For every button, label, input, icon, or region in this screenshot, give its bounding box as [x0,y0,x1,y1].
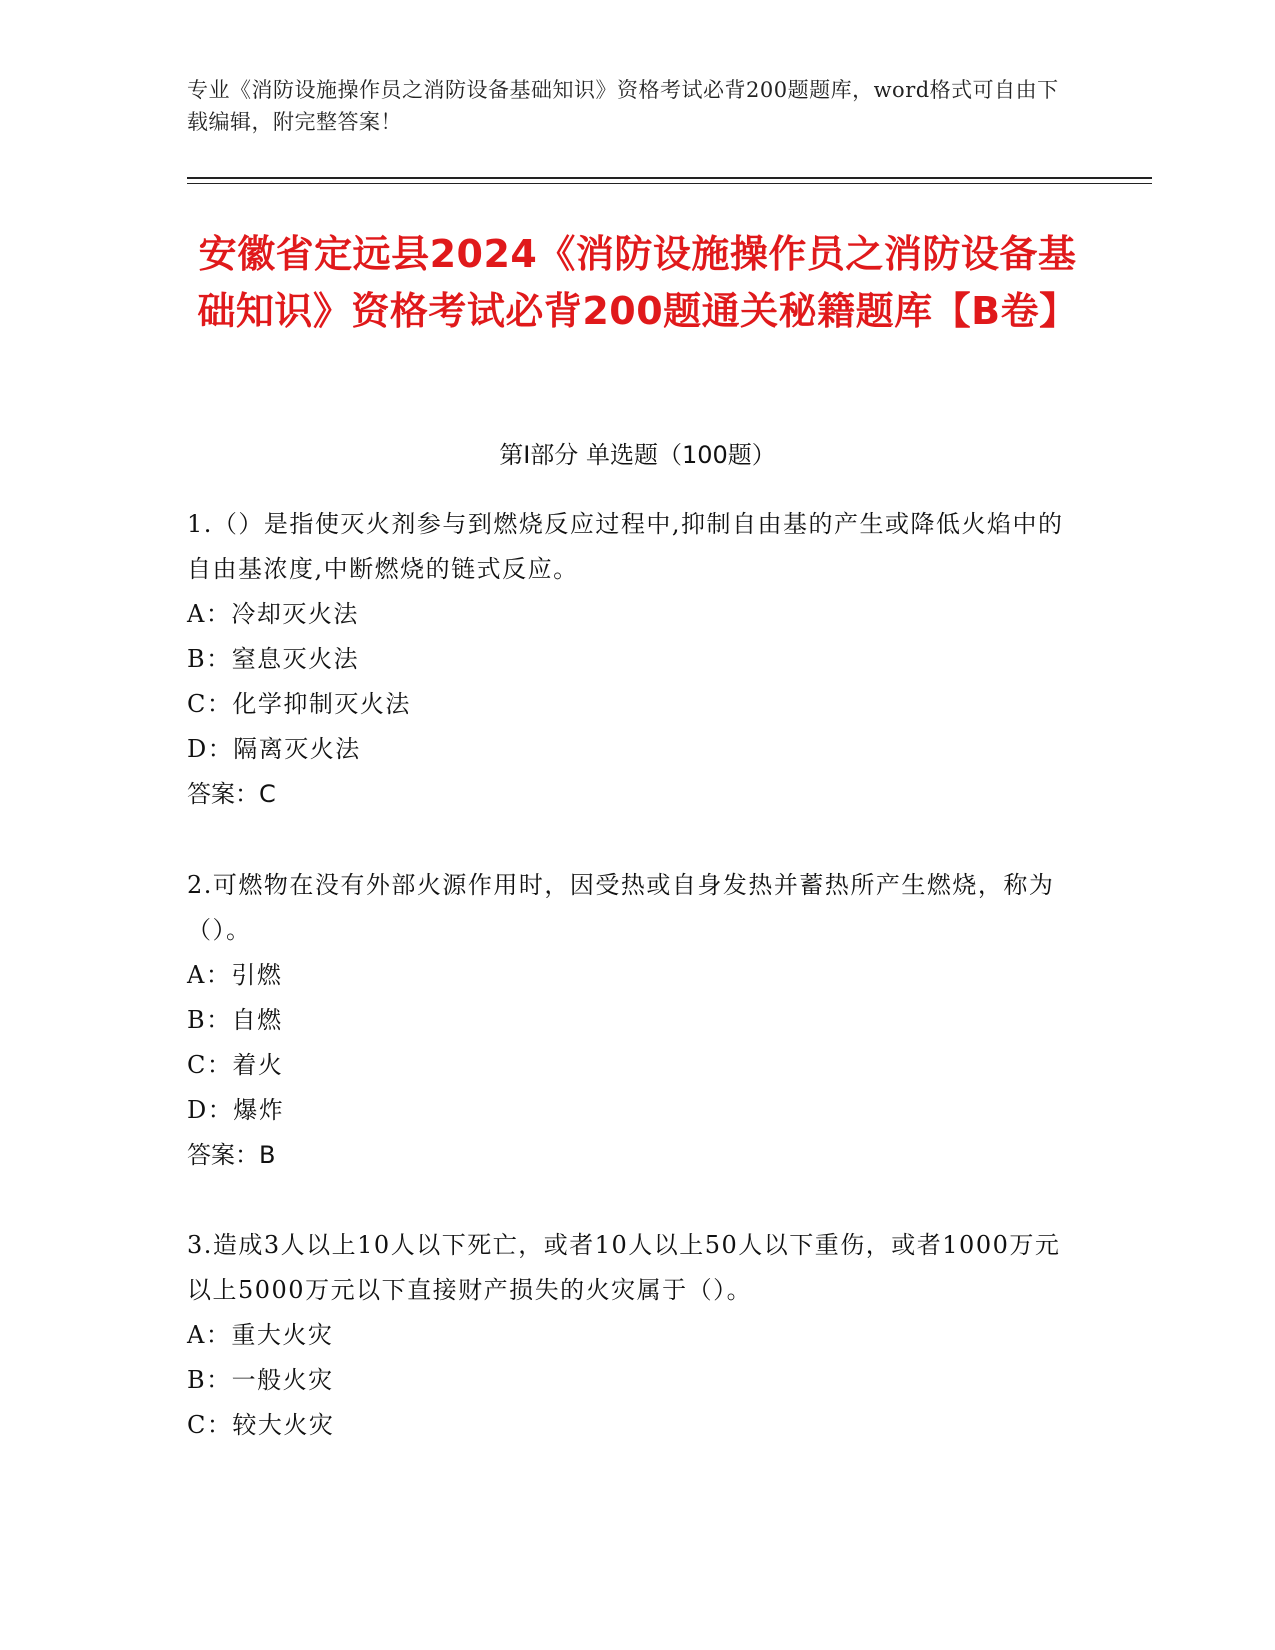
question-1 [187,502,1067,817]
question-2 [187,863,1067,1178]
section-heading: 第Ⅰ部分 单选题（100题） [499,441,776,469]
option-d: D：隔离灭火法 [187,735,361,763]
answer: 答案：B [187,1141,276,1169]
option-c: C：化学抑制灭火法 [187,690,411,718]
option-a: A：引燃 [187,961,283,989]
header-divider-thin [187,183,1152,184]
header-note: 专业《消防设施操作员之消防设备基础知识》资格考试必背200题题库，word格式可自由下载编辑，附完整答案！ [187,78,1059,134]
option-b: B：自燃 [187,1006,283,1034]
option-a: A：重大火灾 [187,1321,334,1349]
option-b: B：窒息灭火法 [187,645,360,673]
question-stem: 2.可燃物在没有外部火源作用时，因受热或自身发热并蓄热所产生燃烧，称为（）。 [187,871,1055,944]
document-title: 安徽省定远县2024《消防设施操作员之消防设备基础知识》资格考试必背200题通关秘籍题库【B卷】 [197,232,1078,333]
question-stem: 1.（）是指使灭火剂参与到燃烧反应过程中,抑制自由基的产生或降低火焰中的自由基浓度,中断燃烧的链式反应。 [187,510,1064,583]
question-3 [187,1223,1067,1448]
option-c: C：着火 [187,1051,284,1079]
question-stem: 3.造成3人以上10人以下死亡，或者10人以上50人以下重伤，或者1000万元以上5000万元以下直接财产损失的火灾属于（）。 [187,1231,1061,1304]
option-a: A：冷却灭火法 [187,600,359,628]
option-d: D：爆炸 [187,1096,285,1124]
option-b: B：一般火灾 [187,1366,334,1394]
answer: 答案：C [187,780,276,808]
header-divider [187,177,1152,179]
option-c: C：较大火灾 [187,1411,335,1439]
